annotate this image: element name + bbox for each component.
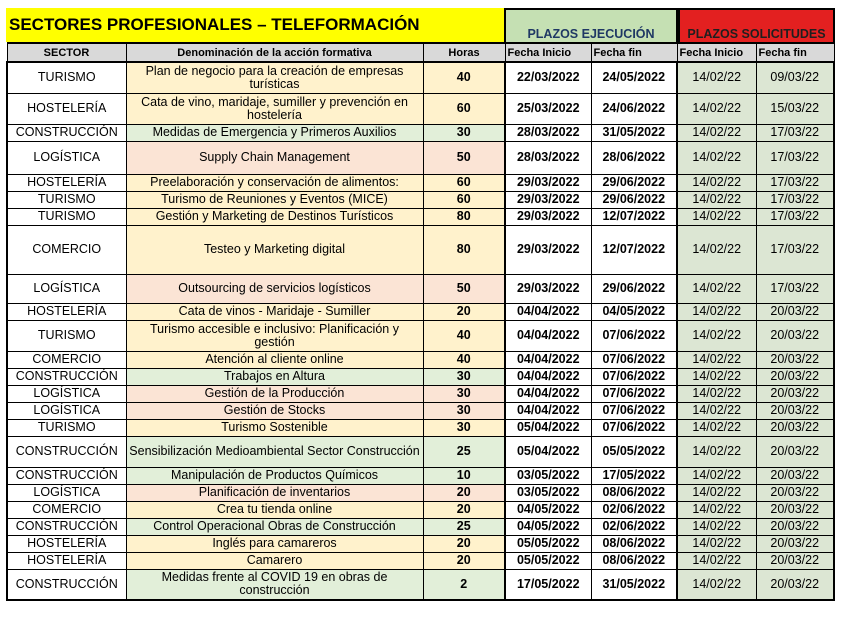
table-cell-sector[interactable]: LOGÍSTICA bbox=[7, 385, 126, 402]
table-cell-application-start[interactable]: 14/02/22 bbox=[677, 225, 756, 274]
table-cell-application-end[interactable]: 20/03/22 bbox=[756, 419, 834, 436]
table-cell-start-date[interactable]: 22/03/2022 bbox=[505, 62, 591, 93]
col-header-solicitud-fin[interactable]: Fecha fin bbox=[756, 43, 834, 62]
table-cell-start-date[interactable]: 28/03/2022 bbox=[505, 141, 591, 174]
table-cell-application-start[interactable]: 14/02/22 bbox=[677, 552, 756, 569]
table-cell-sector[interactable]: COMERCIO bbox=[7, 225, 126, 274]
table-cell-application-end[interactable]: 20/03/22 bbox=[756, 552, 834, 569]
table-row bbox=[7, 385, 834, 402]
table-cell-application-end[interactable]: 20/03/22 bbox=[756, 501, 834, 518]
table-cell-sector[interactable]: CONSTRUCCIÓN bbox=[7, 467, 126, 484]
table-cell-end-date[interactable]: 07/06/2022 bbox=[591, 385, 677, 402]
table-cell-start-date[interactable]: 05/04/2022 bbox=[505, 436, 591, 467]
table-cell-application-start[interactable]: 14/02/22 bbox=[677, 303, 756, 320]
course-schedule-sheet bbox=[6, 8, 835, 601]
col-header-sector[interactable]: SECTOR bbox=[7, 43, 126, 62]
table-cell-sector[interactable]: HOSTELERÍA bbox=[7, 535, 126, 552]
table-cell-start-date[interactable]: 05/04/2022 bbox=[505, 419, 591, 436]
table-cell-application-end[interactable]: 09/03/22 bbox=[756, 62, 834, 93]
table-cell-start-date[interactable]: 04/05/2022 bbox=[505, 518, 591, 535]
table-cell-start-date[interactable]: 04/04/2022 bbox=[505, 402, 591, 419]
table-cell-hours[interactable]: 50 bbox=[423, 141, 505, 174]
table-cell-application-end[interactable]: 17/03/22 bbox=[756, 274, 834, 303]
table-cell-start-date[interactable]: 05/05/2022 bbox=[505, 535, 591, 552]
table-cell-start-date[interactable]: 29/03/2022 bbox=[505, 208, 591, 225]
table-cell-start-date[interactable]: 29/03/2022 bbox=[505, 191, 591, 208]
table-cell-hours[interactable]: 20 bbox=[423, 535, 505, 552]
table-cell-application-start[interactable]: 14/02/22 bbox=[677, 62, 756, 93]
table-cell-sector[interactable]: LOGÍSTICA bbox=[7, 484, 126, 501]
table-cell-start-date[interactable]: 03/05/2022 bbox=[505, 484, 591, 501]
table-cell-hours[interactable]: 60 bbox=[423, 174, 505, 191]
table-cell-end-date[interactable]: 07/06/2022 bbox=[591, 419, 677, 436]
col-header-solicitud-inicio[interactable]: Fecha Inicio bbox=[677, 43, 756, 62]
table-cell-application-end[interactable]: 20/03/22 bbox=[756, 402, 834, 419]
table-cell-action[interactable]: Cata de vinos - Maridaje - Sumiller bbox=[126, 303, 423, 320]
table-cell-sector[interactable]: TURISMO bbox=[7, 419, 126, 436]
table-row bbox=[7, 518, 834, 535]
table-row bbox=[7, 191, 834, 208]
table-cell-start-date[interactable]: 17/05/2022 bbox=[505, 569, 591, 600]
table-row bbox=[7, 320, 834, 351]
table-cell-start-date[interactable]: 29/03/2022 bbox=[505, 274, 591, 303]
table-cell-sector[interactable]: TURISMO bbox=[7, 320, 126, 351]
table-cell-application-end[interactable]: 17/03/22 bbox=[756, 124, 834, 141]
table-cell-application-start[interactable]: 14/02/22 bbox=[677, 385, 756, 402]
table-row bbox=[7, 351, 834, 368]
table-cell-end-date[interactable]: 17/05/2022 bbox=[591, 467, 677, 484]
table-row bbox=[7, 141, 834, 174]
table-cell-application-start[interactable]: 14/02/22 bbox=[677, 501, 756, 518]
table-cell-hours[interactable]: 30 bbox=[423, 419, 505, 436]
table-cell-sector[interactable]: HOSTELERÍA bbox=[7, 93, 126, 124]
table-cell-application-end[interactable]: 20/03/22 bbox=[756, 351, 834, 368]
table-cell-action[interactable]: Outsourcing de servicios logísticos bbox=[126, 274, 423, 303]
table-cell-hours[interactable]: 25 bbox=[423, 518, 505, 535]
table-cell-start-date[interactable]: 29/03/2022 bbox=[505, 225, 591, 274]
table-cell-application-start[interactable]: 14/02/22 bbox=[677, 174, 756, 191]
table-cell-sector[interactable]: LOGÍSTICA bbox=[7, 402, 126, 419]
table-row bbox=[7, 552, 834, 569]
table-cell-end-date[interactable]: 04/05/2022 bbox=[591, 303, 677, 320]
table-cell-end-date[interactable]: 07/06/2022 bbox=[591, 351, 677, 368]
table-cell-action[interactable]: Medidas frente al COVID 19 en obras de construcción bbox=[126, 569, 423, 600]
table-cell-action[interactable]: Inglés para camareros bbox=[126, 535, 423, 552]
table-cell-application-start[interactable]: 14/02/22 bbox=[677, 569, 756, 600]
table-cell-application-start[interactable]: 14/02/22 bbox=[677, 93, 756, 124]
table-cell-sector[interactable]: COMERCIO bbox=[7, 501, 126, 518]
table-cell-end-date[interactable]: 31/05/2022 bbox=[591, 124, 677, 141]
table-cell-hours[interactable]: 40 bbox=[423, 62, 505, 93]
table-cell-action[interactable]: Testeo y Marketing digital bbox=[126, 225, 423, 274]
table-cell-action[interactable]: Gestión y Marketing de Destinos Turísticos bbox=[126, 208, 423, 225]
table-cell-sector[interactable]: LOGÍSTICA bbox=[7, 274, 126, 303]
table-cell-end-date[interactable]: 29/06/2022 bbox=[591, 191, 677, 208]
table-cell-sector[interactable]: CONSTRUCCIÓN bbox=[7, 124, 126, 141]
table-row bbox=[7, 208, 834, 225]
table-cell-action[interactable]: Crea tu tienda online bbox=[126, 501, 423, 518]
table-row bbox=[7, 368, 834, 385]
table-cell-start-date[interactable]: 05/05/2022 bbox=[505, 552, 591, 569]
table-cell-action[interactable]: Turismo Sostenible bbox=[126, 419, 423, 436]
table-row bbox=[7, 419, 834, 436]
table-cell-application-end[interactable]: 20/03/22 bbox=[756, 368, 834, 385]
table-cell-application-start[interactable]: 14/02/22 bbox=[677, 436, 756, 467]
table-cell-hours[interactable]: 30 bbox=[423, 385, 505, 402]
table-body bbox=[7, 62, 834, 600]
table-cell-application-end[interactable]: 17/03/22 bbox=[756, 225, 834, 274]
table-cell-hours[interactable]: 30 bbox=[423, 368, 505, 385]
table-cell-start-date[interactable]: 29/03/2022 bbox=[505, 174, 591, 191]
table-row bbox=[7, 274, 834, 303]
table-cell-application-end[interactable]: 20/03/22 bbox=[756, 385, 834, 402]
table-cell-end-date[interactable]: 31/05/2022 bbox=[591, 569, 677, 600]
table-cell-application-start[interactable]: 14/02/22 bbox=[677, 141, 756, 174]
table-cell-hours[interactable]: 50 bbox=[423, 274, 505, 303]
table-cell-action[interactable]: Cata de vino, maridaje, sumiller y prevención en hostelería bbox=[126, 93, 423, 124]
table-cell-end-date[interactable]: 08/06/2022 bbox=[591, 535, 677, 552]
table-cell-hours[interactable]: 80 bbox=[423, 208, 505, 225]
group-header-plazos-solicitudes[interactable]: PLAZOS SOLICITUDES bbox=[678, 8, 835, 42]
table-cell-action[interactable]: Gestión de la Producción bbox=[126, 385, 423, 402]
courses-table bbox=[6, 42, 835, 601]
table-cell-application-end[interactable]: 20/03/22 bbox=[756, 303, 834, 320]
col-header-horas[interactable]: Horas bbox=[423, 43, 505, 62]
table-cell-hours[interactable]: 30 bbox=[423, 402, 505, 419]
table-cell-sector[interactable]: LOGÍSTICA bbox=[7, 141, 126, 174]
table-row bbox=[7, 501, 834, 518]
column-header-row bbox=[7, 43, 834, 62]
table-cell-end-date[interactable]: 07/06/2022 bbox=[591, 368, 677, 385]
table-cell-start-date[interactable]: 04/04/2022 bbox=[505, 368, 591, 385]
table-cell-hours[interactable]: 25 bbox=[423, 436, 505, 467]
table-cell-hours[interactable]: 60 bbox=[423, 191, 505, 208]
table-cell-application-end[interactable]: 20/03/22 bbox=[756, 518, 834, 535]
table-cell-application-end[interactable]: 17/03/22 bbox=[756, 174, 834, 191]
table-cell-sector[interactable]: CONSTRUCCIÓN bbox=[7, 436, 126, 467]
table-cell-application-start[interactable]: 14/02/22 bbox=[677, 368, 756, 385]
col-header-fecha-inicio[interactable]: Fecha Inicio bbox=[505, 43, 591, 62]
table-cell-application-end[interactable]: 15/03/22 bbox=[756, 93, 834, 124]
table-cell-application-start[interactable]: 14/02/22 bbox=[677, 351, 756, 368]
table-cell-application-end[interactable]: 20/03/22 bbox=[756, 535, 834, 552]
table-cell-application-end[interactable]: 20/03/22 bbox=[756, 484, 834, 501]
table-cell-application-start[interactable]: 14/02/22 bbox=[677, 274, 756, 303]
table-cell-sector[interactable]: TURISMO bbox=[7, 191, 126, 208]
table-cell-hours[interactable]: 20 bbox=[423, 303, 505, 320]
table-cell-hours[interactable]: 30 bbox=[423, 124, 505, 141]
table-cell-application-end[interactable]: 17/03/22 bbox=[756, 208, 834, 225]
table-cell-application-start[interactable]: 14/02/22 bbox=[677, 124, 756, 141]
table-row bbox=[7, 535, 834, 552]
table-cell-start-date[interactable]: 28/03/2022 bbox=[505, 124, 591, 141]
table-cell-action[interactable]: Planificación de inventarios bbox=[126, 484, 423, 501]
table-cell-start-date[interactable]: 04/04/2022 bbox=[505, 351, 591, 368]
table-cell-sector[interactable]: CONSTRUCCIÓN bbox=[7, 518, 126, 535]
table-cell-application-end[interactable]: 20/03/22 bbox=[756, 320, 834, 351]
table-cell-hours[interactable]: 80 bbox=[423, 225, 505, 274]
table-cell-action[interactable]: Atención al cliente online bbox=[126, 351, 423, 368]
table-cell-application-start[interactable]: 14/02/22 bbox=[677, 484, 756, 501]
table-cell-end-date[interactable]: 24/05/2022 bbox=[591, 62, 677, 93]
table-cell-hours[interactable]: 20 bbox=[423, 501, 505, 518]
table-cell-action[interactable]: Sensibilización Medioambiental Sector Construcción bbox=[126, 436, 423, 467]
table-cell-start-date[interactable]: 04/04/2022 bbox=[505, 385, 591, 402]
table-cell-action[interactable]: Preelaboración y conservación de alimentos: bbox=[126, 174, 423, 191]
table-row bbox=[7, 303, 834, 320]
table-cell-start-date[interactable]: 03/05/2022 bbox=[505, 467, 591, 484]
table-row bbox=[7, 436, 834, 467]
sheet-title[interactable]: SECTORES PROFESIONALES – TELEFORMACIÓN bbox=[6, 8, 504, 42]
table-cell-hours[interactable]: 20 bbox=[423, 552, 505, 569]
table-cell-application-start[interactable]: 14/02/22 bbox=[677, 419, 756, 436]
table-cell-action[interactable]: Supply Chain Management bbox=[126, 141, 423, 174]
table-cell-end-date[interactable]: 29/06/2022 bbox=[591, 274, 677, 303]
table-cell-hours[interactable]: 40 bbox=[423, 320, 505, 351]
table-cell-end-date[interactable]: 12/07/2022 bbox=[591, 208, 677, 225]
table-cell-action[interactable]: Turismo de Reuniones y Eventos (MICE) bbox=[126, 191, 423, 208]
table-cell-action[interactable]: Manipulación de Productos Químicos bbox=[126, 467, 423, 484]
table-row bbox=[7, 569, 834, 600]
table-row bbox=[7, 467, 834, 484]
table-cell-sector[interactable]: COMERCIO bbox=[7, 351, 126, 368]
table-cell-sector[interactable]: TURISMO bbox=[7, 62, 126, 93]
table-cell-start-date[interactable]: 25/03/2022 bbox=[505, 93, 591, 124]
table-cell-application-end[interactable]: 17/03/22 bbox=[756, 191, 834, 208]
table-cell-application-end[interactable]: 20/03/22 bbox=[756, 436, 834, 467]
table-row bbox=[7, 225, 834, 274]
table-row bbox=[7, 62, 834, 93]
group-header-plazos-ejecucion[interactable]: PLAZOS EJECUCIÓN bbox=[504, 8, 678, 42]
table-cell-end-date[interactable]: 05/05/2022 bbox=[591, 436, 677, 467]
table-cell-sector[interactable]: HOSTELERÍA bbox=[7, 174, 126, 191]
table-cell-sector[interactable]: CONSTRUCCIÓN bbox=[7, 368, 126, 385]
table-cell-start-date[interactable]: 04/04/2022 bbox=[505, 320, 591, 351]
table-cell-end-date[interactable]: 28/06/2022 bbox=[591, 141, 677, 174]
table-cell-end-date[interactable]: 07/06/2022 bbox=[591, 402, 677, 419]
table-cell-action[interactable]: Camarero bbox=[126, 552, 423, 569]
table-cell-hours[interactable]: 10 bbox=[423, 467, 505, 484]
col-header-fecha-fin[interactable]: Fecha fin bbox=[591, 43, 677, 62]
table-cell-sector[interactable]: HOSTELERÍA bbox=[7, 303, 126, 320]
table-row bbox=[7, 93, 834, 124]
col-header-denominacion[interactable]: Denominación de la acción formativa bbox=[126, 43, 423, 62]
table-cell-hours[interactable]: 40 bbox=[423, 351, 505, 368]
table-cell-end-date[interactable]: 02/06/2022 bbox=[591, 501, 677, 518]
table-cell-end-date[interactable]: 24/06/2022 bbox=[591, 93, 677, 124]
table-cell-end-date[interactable]: 12/07/2022 bbox=[591, 225, 677, 274]
table-cell-application-start[interactable]: 14/02/22 bbox=[677, 467, 756, 484]
table-cell-application-end[interactable]: 17/03/22 bbox=[756, 141, 834, 174]
table-cell-application-start[interactable]: 14/02/22 bbox=[677, 535, 756, 552]
table-cell-action[interactable]: Control Operacional Obras de Construcción bbox=[126, 518, 423, 535]
title-bar bbox=[6, 8, 835, 42]
table-row bbox=[7, 402, 834, 419]
table-cell-start-date[interactable]: 04/05/2022 bbox=[505, 501, 591, 518]
table-cell-application-start[interactable]: 14/02/22 bbox=[677, 402, 756, 419]
table-cell-application-end[interactable]: 20/03/22 bbox=[756, 569, 834, 600]
table-cell-action[interactable]: Gestión de Stocks bbox=[126, 402, 423, 419]
table-cell-application-start[interactable]: 14/02/22 bbox=[677, 208, 756, 225]
table-row bbox=[7, 124, 834, 141]
table-cell-action[interactable]: Turismo accesible e inclusivo: Planificación y gestión bbox=[126, 320, 423, 351]
table-cell-start-date[interactable]: 04/04/2022 bbox=[505, 303, 591, 320]
table-cell-hours[interactable]: 2 bbox=[423, 569, 505, 600]
table-cell-end-date[interactable]: 08/06/2022 bbox=[591, 552, 677, 569]
table-cell-end-date[interactable]: 02/06/2022 bbox=[591, 518, 677, 535]
table-cell-action[interactable]: Trabajos en Altura bbox=[126, 368, 423, 385]
table-cell-hours[interactable]: 60 bbox=[423, 93, 505, 124]
table-cell-application-start[interactable]: 14/02/22 bbox=[677, 320, 756, 351]
table-cell-end-date[interactable]: 07/06/2022 bbox=[591, 320, 677, 351]
table-row bbox=[7, 484, 834, 501]
table-cell-action[interactable]: Medidas de Emergencia y Primeros Auxilios bbox=[126, 124, 423, 141]
table-cell-sector[interactable]: TURISMO bbox=[7, 208, 126, 225]
table-cell-end-date[interactable]: 08/06/2022 bbox=[591, 484, 677, 501]
table-cell-application-start[interactable]: 14/02/22 bbox=[677, 191, 756, 208]
table-cell-application-end[interactable]: 20/03/22 bbox=[756, 467, 834, 484]
table-cell-application-start[interactable]: 14/02/22 bbox=[677, 518, 756, 535]
table-cell-hours[interactable]: 20 bbox=[423, 484, 505, 501]
table-cell-action[interactable]: Plan de negocio para la creación de empresas turísticas bbox=[126, 62, 423, 93]
table-row bbox=[7, 174, 834, 191]
table-cell-end-date[interactable]: 29/06/2022 bbox=[591, 174, 677, 191]
table-cell-sector[interactable]: HOSTELERÍA bbox=[7, 552, 126, 569]
table-cell-sector[interactable]: CONSTRUCCIÓN bbox=[7, 569, 126, 600]
